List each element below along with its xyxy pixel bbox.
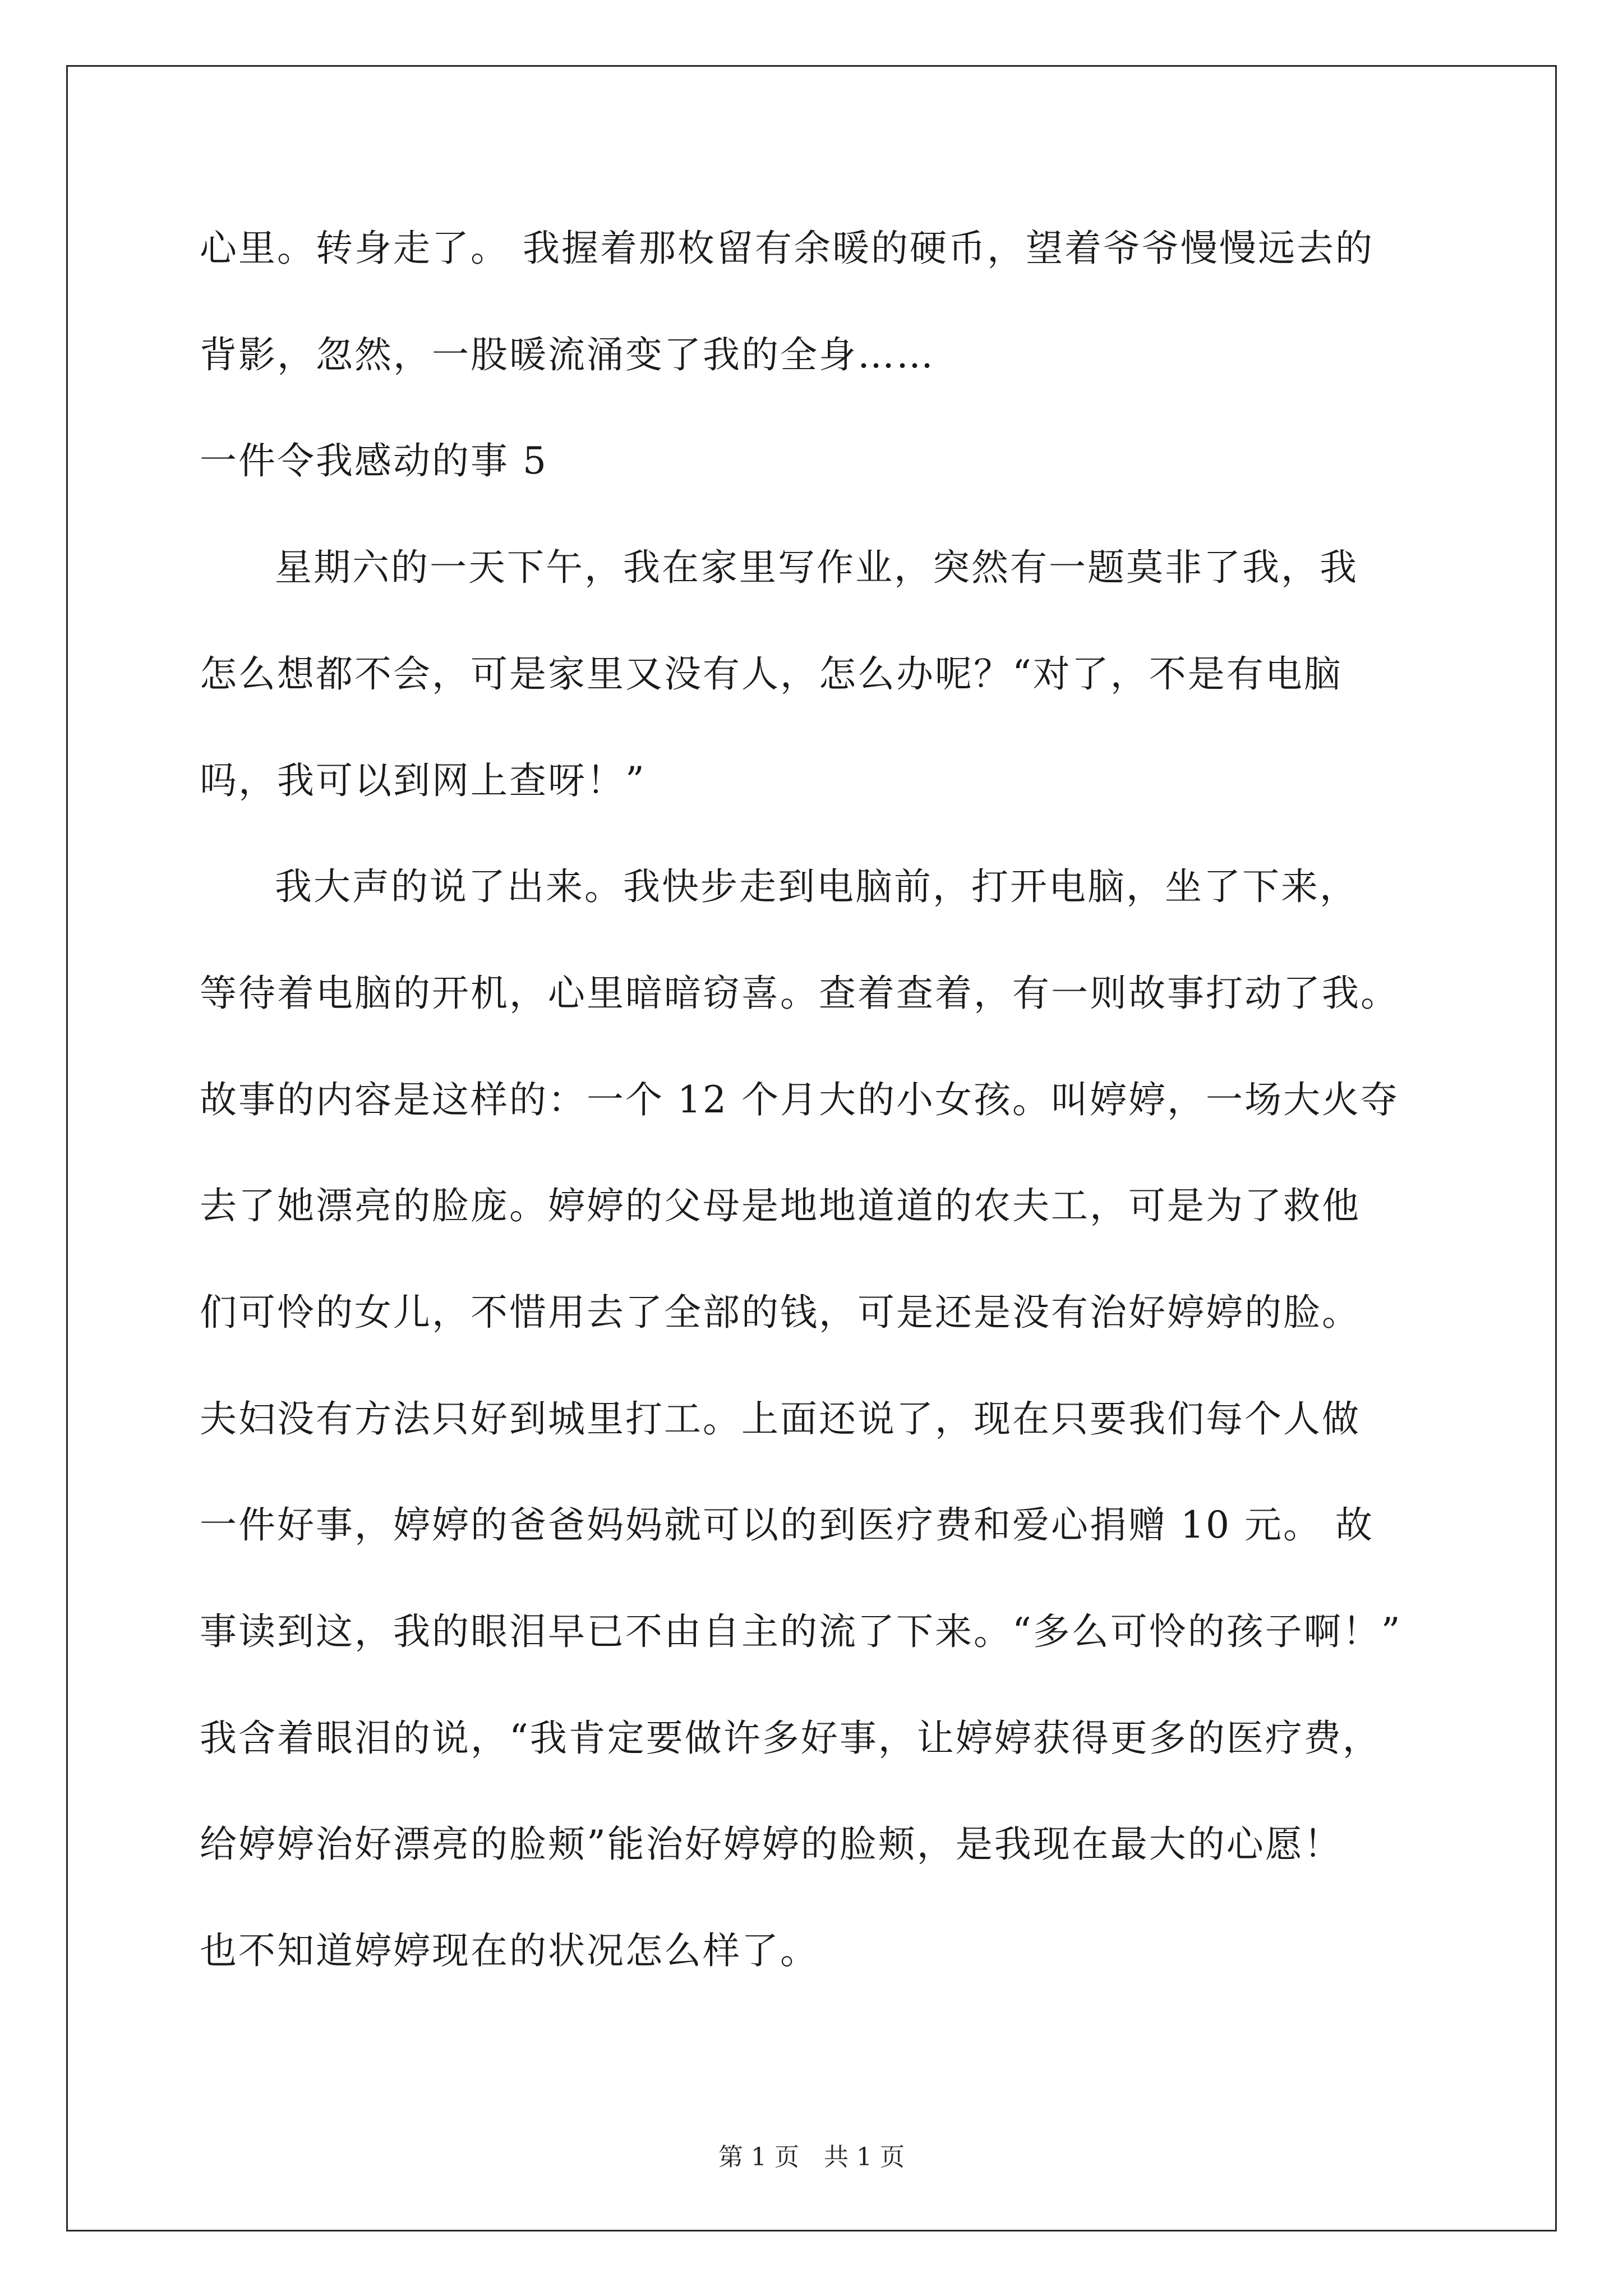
body-line-14: 我含着眼泪的说，“我肯定要做许多好事，让婷婷获得更多的医疗费， bbox=[200, 1717, 1381, 1760]
page-number-footer: 第 1 页 共 1 页 bbox=[718, 2143, 905, 2171]
section-heading: 一件令我感动的事 5 bbox=[200, 439, 548, 482]
body-line-7: 等待着电脑的开机，心里暗暗窃喜。查着查着，有一则故事打动了我。 bbox=[200, 972, 1399, 1015]
body-line-13: 事读到这，我的眼泪早已不由自主的流了下来。“多么可怜的孩子啊！” bbox=[200, 1610, 1402, 1653]
body-line-5: 吗，我可以到网上查呀！” bbox=[200, 759, 646, 802]
body-line-1: 心里。转身走了。 我握着那枚留有余暖的硬币，望着爷爷慢慢远去的 bbox=[200, 227, 1374, 270]
body-line-16: 也不知道婷婷现在的状况怎么样了。 bbox=[200, 1929, 819, 1972]
body-line-9: 去了她漂亮的脸庞。婷婷的父母是地地道道的农夫工，可是为了救他 bbox=[200, 1184, 1361, 1227]
page-border bbox=[66, 65, 1557, 2231]
body-line-11: 夫妇没有方法只好到城里打工。上面还说了，现在只要我们每个人做 bbox=[200, 1397, 1361, 1441]
body-line-15: 给婷婷治好漂亮的脸颊”能治好婷婷的脸颊，是我现在最大的心愿！ bbox=[200, 1823, 1343, 1866]
body-line-4: 怎么想都不会，可是家里又没有人，怎么办呢？“对了，不是有电脑 bbox=[200, 652, 1343, 696]
body-line-2: 背影，忽然，一股暖流涌变了我的全身…… bbox=[200, 333, 935, 376]
body-line-3: 星期六的一天下午，我在家里写作业，突然有一题莫非了我，我 bbox=[275, 546, 1358, 589]
body-line-8: 故事的内容是这样的：一个 12 个月大的小女孩。叫婷婷，一场大火夺 bbox=[200, 1078, 1399, 1121]
body-line-10: 们可怜的女儿，不惜用去了全部的钱，可是还是没有治好婷婷的脸。 bbox=[200, 1291, 1361, 1334]
body-line-6: 我大声的说了出来。我快步走到电脑前，打开电脑，坐了下来， bbox=[275, 865, 1358, 908]
body-line-12: 一件好事，婷婷的爸爸妈妈就可以的到医疗费和爱心捐赠 10 元。 故 bbox=[200, 1503, 1374, 1547]
